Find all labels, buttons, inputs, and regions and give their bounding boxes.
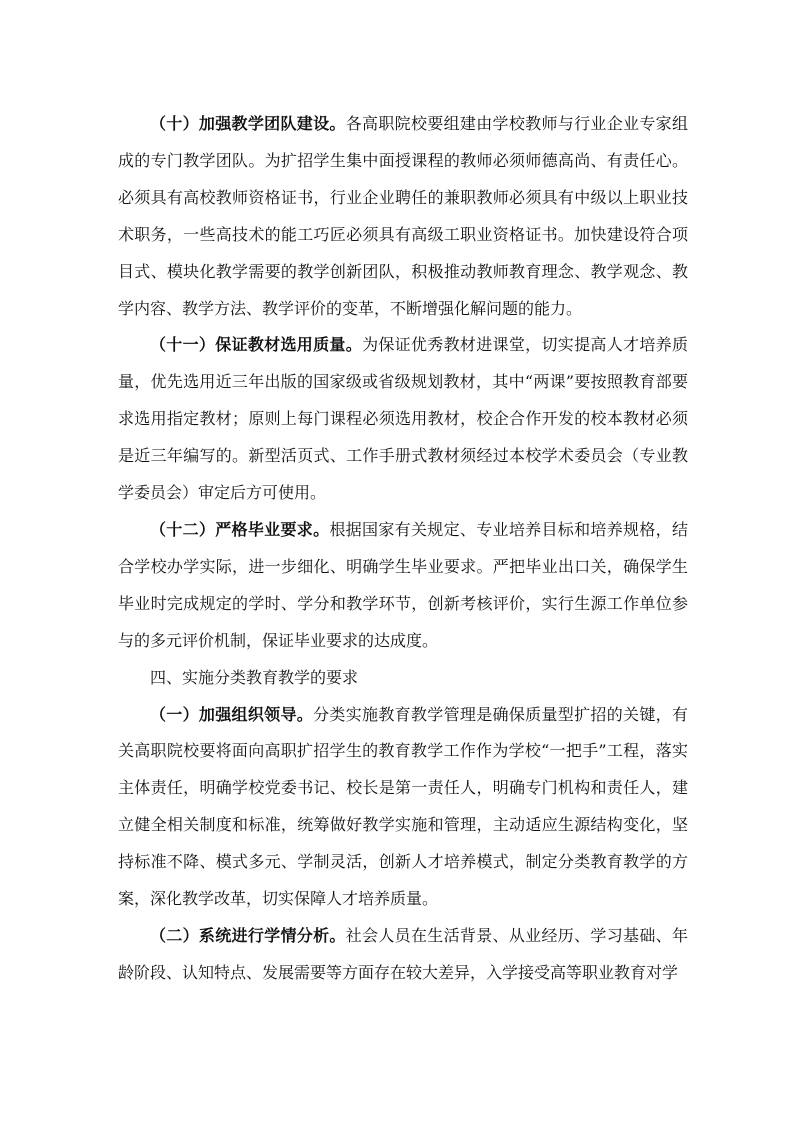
- paragraph-heading: （二）系统进行学情分析。: [150, 925, 346, 945]
- document-body: [118, 106, 688, 992]
- paragraph-learning-analysis: [118, 918, 688, 992]
- paragraph-teaching-team: [118, 106, 688, 327]
- paragraph-text: 分类实施教育教学管理是确保质量型扩招的关键，有关高职院校要将面向高职扩招学生的教育教学工作作为学校“一把手”工程，落实主体责任，明确学校党委书记、校长是第一责任人，明确专门机构和责任人，建立健全相关制度和标准，统筹做好教学实施和管理，主动适应生源结构变化，坚持标准不降、模式多元、学制灵活，创新人才培养模式，制定分类教育教学的方案，深化教学改革，切实保障人才培养质量。: [118, 704, 688, 909]
- paragraph-text: 根据国家有关规定、专业培养目标和培养规格，结合学校办学实际，进一步细化、明确学生毕业要求。严把毕业出口关，确保学生毕业时完成规定的学时、学分和教学环节，创新考核评价，实行生源工作单位参与的多元评价机制，保证毕业要求的达成度。: [118, 519, 688, 650]
- paragraph-organization-leadership: [118, 697, 688, 918]
- paragraph-text: 社会人员在生活背景、从业经历、学习基础、年龄阶段、认知特点、发展需要等方面存在较大差异，入学接受高等职业教育对学: [118, 925, 688, 982]
- paragraph-text: 为保证优秀教材进课堂，切实提高人才培养质量，优先选用近三年出版的国家级或省级规划教材，其中“两课”要按照教育部要求选用指定教材；原则上每门课程必须选用教材，校企合作开发的校本教材必须是近三年编写的。新型活页式、工作手册式教材须经过本校学术委员会（专业教学委员会）审定后方可使用。: [118, 335, 688, 503]
- paragraph-heading: （十）加强教学团队建设。: [150, 114, 346, 133]
- paragraph-heading: （一）加强组织领导。: [150, 704, 314, 724]
- paragraph-heading: （十二）严格毕业要求。: [150, 519, 330, 539]
- section-heading-text: 四、实施分类教育教学的要求: [150, 667, 359, 687]
- section-heading: [118, 660, 688, 697]
- paragraph-heading: （十一）保证教材选用质量。: [150, 335, 363, 355]
- paragraph-text: 各高职院校要组建由学校教师与行业企业专家组成的专门教学团队。为扩招学生集中面授课程的教师必须师德高尚、有责任心。必须具有高校教师资格证书，行业企业聘任的兼职教师必须具有中级以上职业技术职务，一些高技术的能工巧匠必须具有高级工职业资格证书。加快建设符合项目式、模块化教学需要的教学创新团队，积极推动教师教育理念、教学观念、教学内容、教学方法、教学评价的变革，不断增强化解问题的能力。: [118, 114, 688, 318]
- paragraph-textbook-quality: [118, 327, 688, 512]
- paragraph-graduation-requirements: [118, 512, 688, 660]
